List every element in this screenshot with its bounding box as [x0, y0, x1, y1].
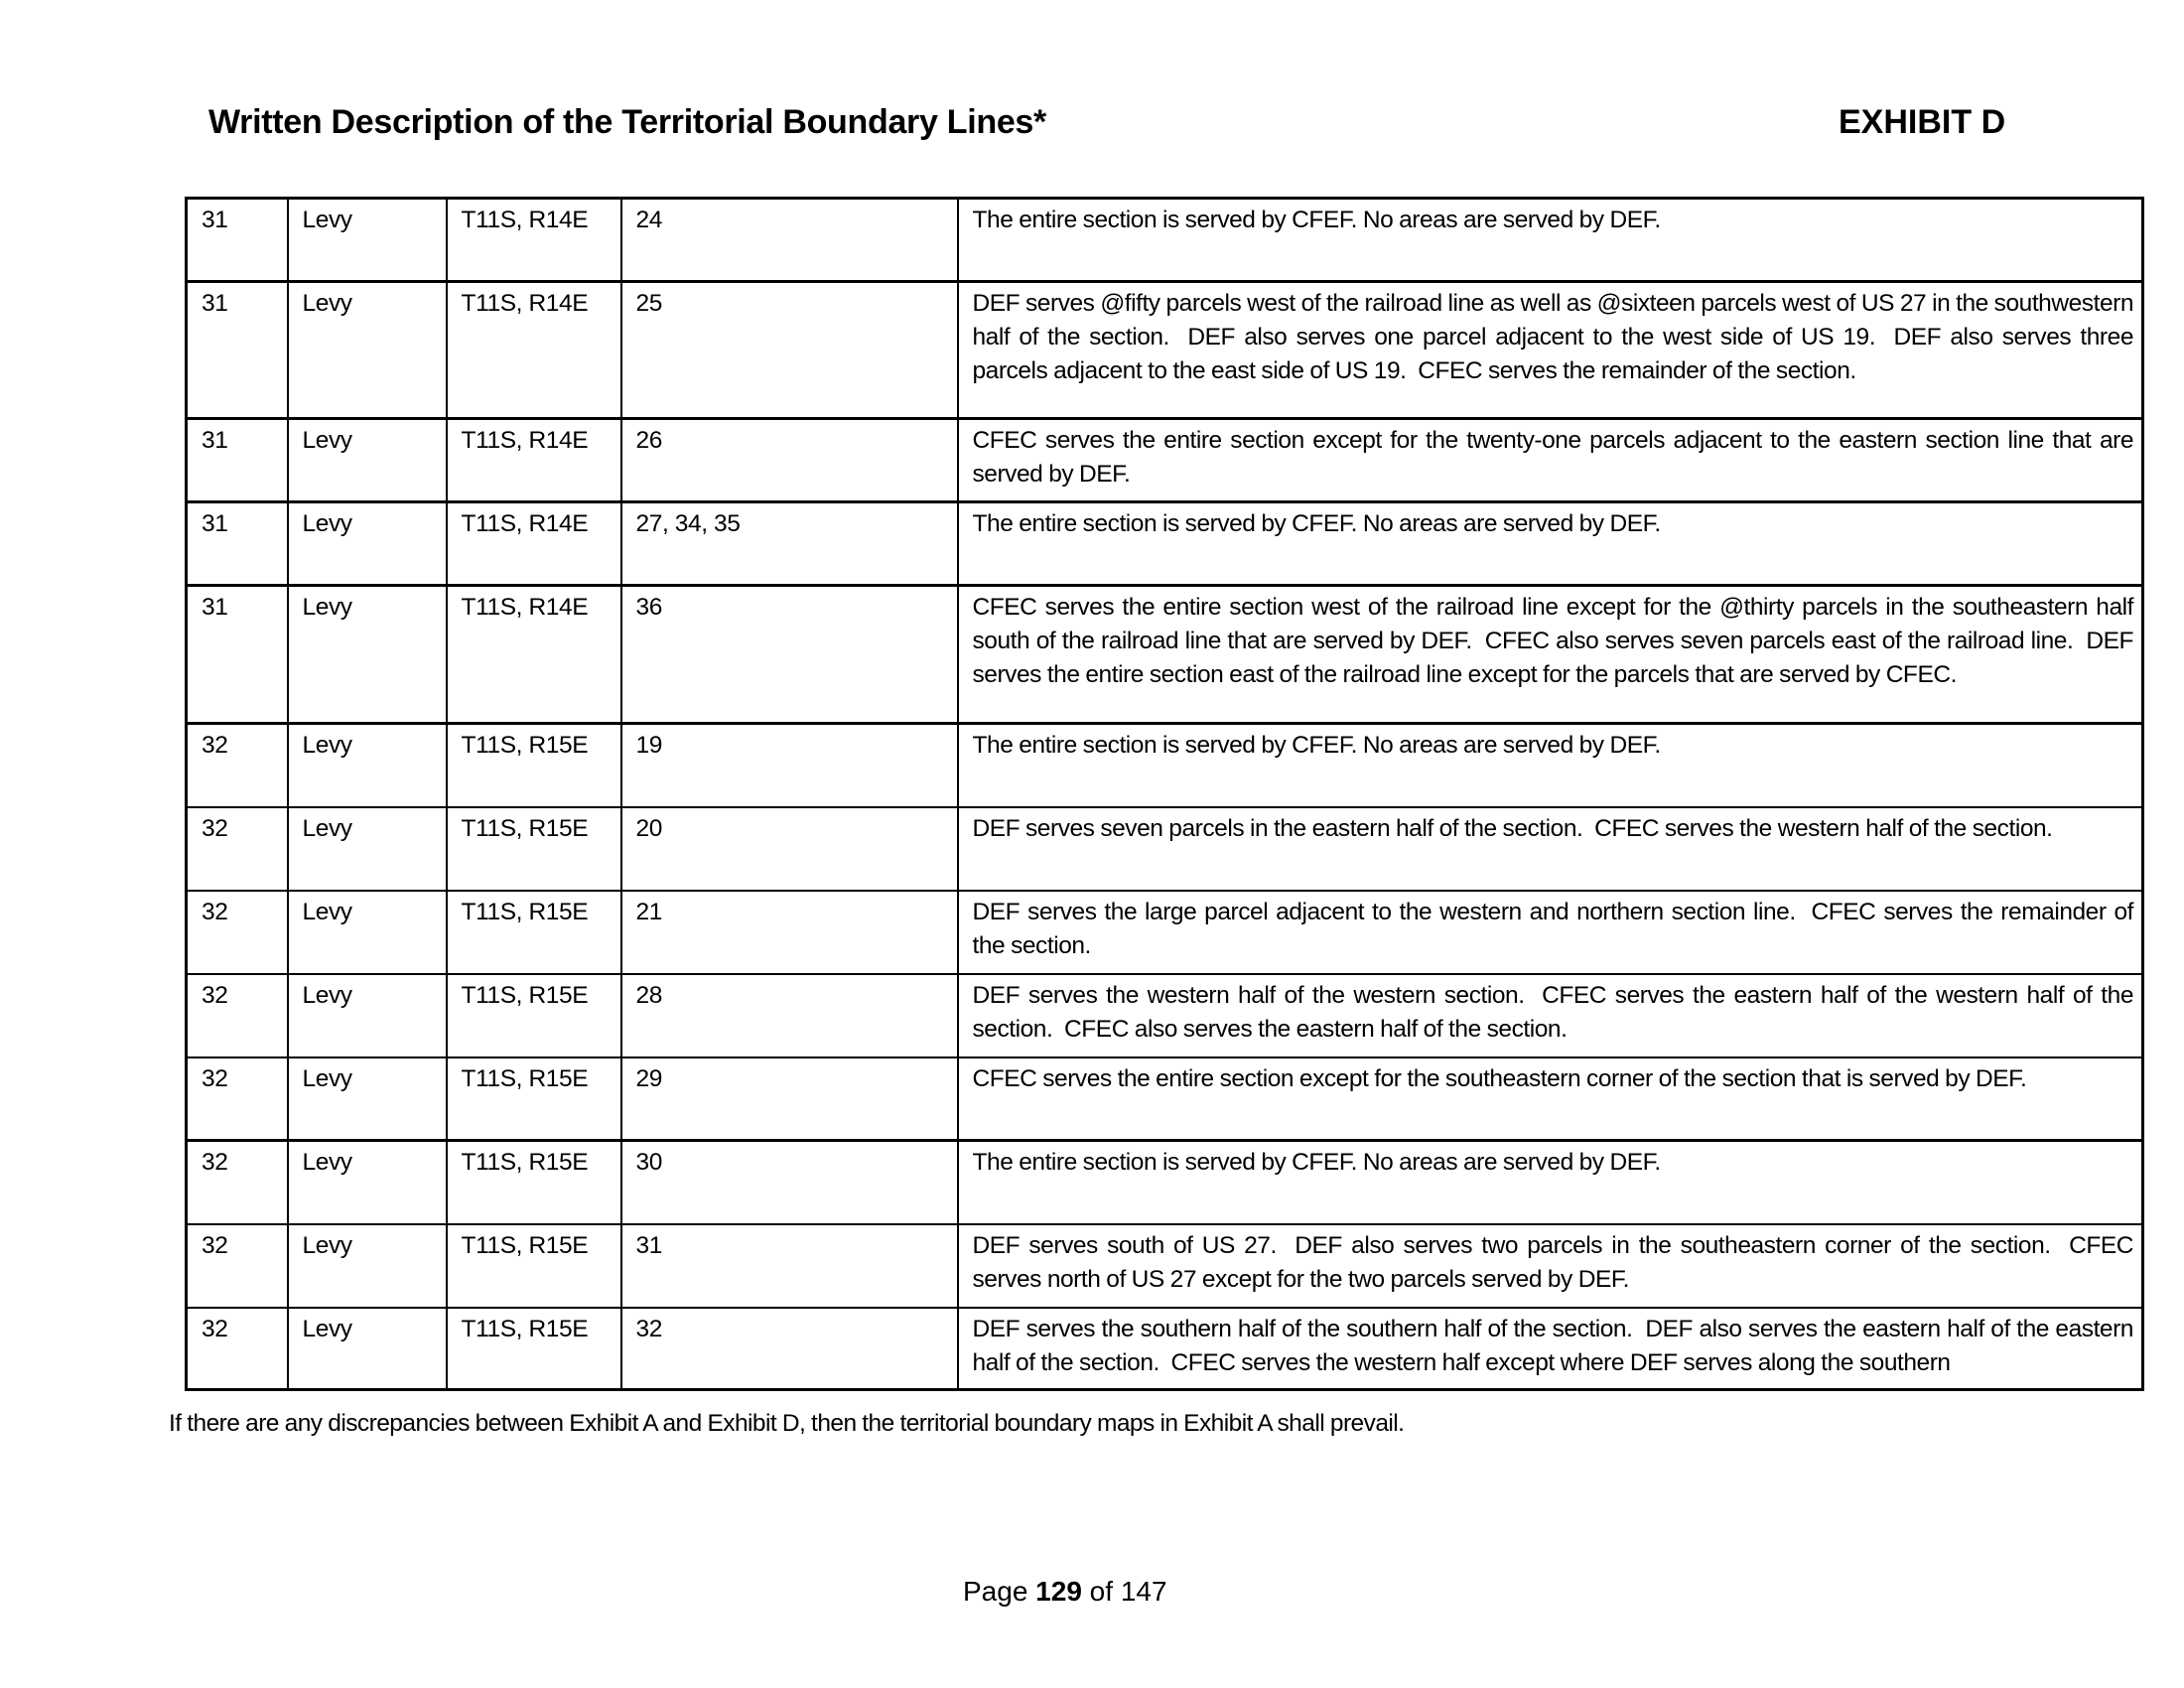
section-cell: 32 — [621, 1308, 958, 1390]
description-cell: CFEC serves the entire section west of the railroad line except for the @thirty parcels in the southeastern half south of the railroad line that are served by DEF. CFEC also serves seven parcels east of the railroad line. DEF serves the entire section east of the railroad line except for the parcels that are served by CFEC. — [958, 586, 2143, 724]
county-cell: Levy — [288, 586, 447, 724]
map-number-cell: 32 — [187, 891, 288, 974]
county-cell: Levy — [288, 1224, 447, 1308]
description-cell: DEF serves south of US 27. DEF also serves two parcels in the southeastern corner of the section. CFEC serves north of US 27 except for the two parcels served by DEF. — [958, 1224, 2143, 1308]
township-range-cell: T11S, R15E — [447, 1141, 621, 1224]
map-number-cell: 31 — [187, 419, 288, 502]
description-cell: DEF serves the western half of the western section. CFEC serves the eastern half of the western half of the section. CFEC also serves the eastern half of the section. — [958, 974, 2143, 1057]
county-cell: Levy — [288, 419, 447, 502]
description-cell: The entire section is served by CFEF. No areas are served by DEF. — [958, 502, 2143, 586]
township-range-cell: T11S, R14E — [447, 419, 621, 502]
map-number-cell: 31 — [187, 502, 288, 586]
description-cell: CFEC serves the entire section except for the southeastern corner of the section that is served by DEF. — [958, 1057, 2143, 1141]
map-number-cell: 31 — [187, 199, 288, 282]
description-cell: DEF serves seven parcels in the eastern half of the section. CFEC serves the western half of the section. — [958, 807, 2143, 891]
map-number-cell: 32 — [187, 1308, 288, 1390]
page-total: 147 — [1120, 1576, 1167, 1607]
section-cell: 24 — [621, 199, 958, 282]
table-row — [187, 586, 2143, 724]
table-row — [187, 1308, 2143, 1390]
map-number-cell: 32 — [187, 724, 288, 807]
document-title: Written Description of the Territorial Boundary Lines* — [208, 103, 1046, 141]
description-cell: DEF serves @fifty parcels west of the railroad line as well as @sixteen parcels west of US 27 in the southwestern half of the section. DEF also serves one parcel adjacent to the west side of US 19. DEF also serves three parcels adjacent to the east side of US 19. CFEC serves the remainder of the section. — [958, 282, 2143, 419]
table-row — [187, 891, 2143, 974]
section-cell: 31 — [621, 1224, 958, 1308]
description-cell: CFEC serves the entire section except for the twenty-one parcels adjacent to the eastern section line that are served by DEF. — [958, 419, 2143, 502]
county-cell: Levy — [288, 974, 447, 1057]
section-cell: 28 — [621, 974, 958, 1057]
exhibit-label: EXHIBIT D — [1839, 103, 2006, 141]
map-number-cell: 31 — [187, 282, 288, 419]
section-cell: 26 — [621, 419, 958, 502]
county-cell: Levy — [288, 199, 447, 282]
township-range-cell: T11S, R15E — [447, 974, 621, 1057]
table-row — [187, 1224, 2143, 1308]
township-range-cell: T11S, R15E — [447, 1224, 621, 1308]
boundary-table-body — [187, 199, 2143, 1390]
county-cell: Levy — [288, 282, 447, 419]
table-row — [187, 502, 2143, 586]
township-range-cell: T11S, R15E — [447, 1057, 621, 1141]
county-cell: Levy — [288, 891, 447, 974]
township-range-cell: T11S, R14E — [447, 502, 621, 586]
section-cell: 19 — [621, 724, 958, 807]
map-number-cell: 32 — [187, 807, 288, 891]
township-range-cell: T11S, R14E — [447, 199, 621, 282]
table-row — [187, 199, 2143, 282]
section-cell: 29 — [621, 1057, 958, 1141]
discrepancy-footnote: If there are any discrepancies between Exhibit A and Exhibit D, then the territorial boundary maps in Exhibit A shall prevail. — [169, 1410, 1405, 1437]
county-cell: Levy — [288, 1308, 447, 1390]
boundary-table — [185, 197, 2144, 1391]
map-number-cell: 32 — [187, 1141, 288, 1224]
page-current: 129 — [1035, 1576, 1082, 1607]
map-number-cell: 32 — [187, 974, 288, 1057]
page-middle: of — [1081, 1576, 1121, 1607]
county-cell: Levy — [288, 502, 447, 586]
table-row — [187, 1141, 2143, 1224]
township-range-cell: T11S, R15E — [447, 1308, 621, 1390]
section-cell: 25 — [621, 282, 958, 419]
map-number-cell: 32 — [187, 1057, 288, 1141]
page-number — [963, 1576, 1167, 1608]
county-cell: Levy — [288, 807, 447, 891]
table-row — [187, 282, 2143, 419]
table-row — [187, 807, 2143, 891]
description-cell: The entire section is served by CFEF. No areas are served by DEF. — [958, 724, 2143, 807]
township-range-cell: T11S, R15E — [447, 807, 621, 891]
description-cell: The entire section is served by CFEF. No areas are served by DEF. — [958, 199, 2143, 282]
township-range-cell: T11S, R14E — [447, 586, 621, 724]
county-cell: Levy — [288, 724, 447, 807]
township-range-cell: T11S, R14E — [447, 282, 621, 419]
table-row — [187, 419, 2143, 502]
table-row — [187, 974, 2143, 1057]
map-number-cell: 31 — [187, 586, 288, 724]
section-cell: 36 — [621, 586, 958, 724]
table-row — [187, 1057, 2143, 1141]
table-row — [187, 724, 2143, 807]
map-number-cell: 32 — [187, 1224, 288, 1308]
section-cell: 30 — [621, 1141, 958, 1224]
description-cell: DEF serves the large parcel adjacent to the western and northern section line. CFEC serves the remainder of the section. — [958, 891, 2143, 974]
county-cell: Levy — [288, 1057, 447, 1141]
page-prefix: Page — [963, 1576, 1036, 1607]
section-cell: 20 — [621, 807, 958, 891]
description-cell: DEF serves the southern half of the southern half of the section. DEF also serves the eastern half of the eastern half of the section. CFEC serves the western half except where DEF serves along the southern — [958, 1308, 2143, 1390]
township-range-cell: T11S, R15E — [447, 724, 621, 807]
county-cell: Levy — [288, 1141, 447, 1224]
description-cell: The entire section is served by CFEF. No areas are served by DEF. — [958, 1141, 2143, 1224]
section-cell: 21 — [621, 891, 958, 974]
township-range-cell: T11S, R15E — [447, 891, 621, 974]
section-cell: 27, 34, 35 — [621, 502, 958, 586]
